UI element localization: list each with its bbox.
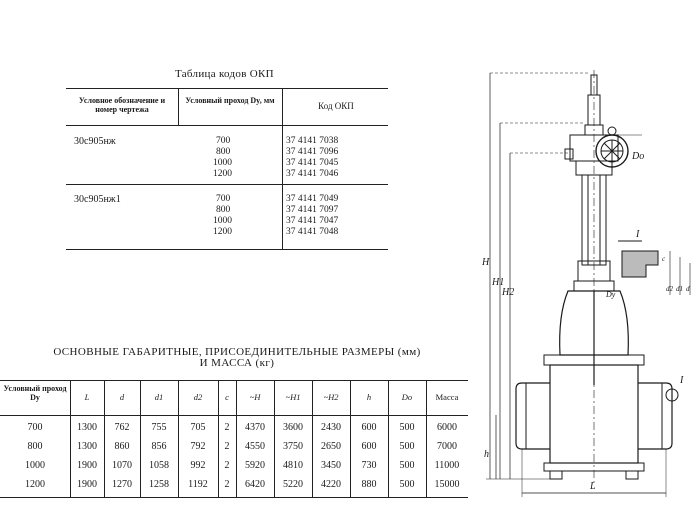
dim-cell: 762 bbox=[114, 422, 130, 433]
okp-code: 37 4141 7049 bbox=[286, 194, 339, 204]
okp-header-code: Код ОКП bbox=[318, 101, 354, 111]
okp-dn: 700 bbox=[216, 194, 231, 204]
dim-cell: 755 bbox=[151, 422, 167, 433]
dim-cell: 700 bbox=[27, 422, 43, 433]
okp-code: 37 4141 7047 bbox=[286, 216, 339, 226]
gearbox-lug bbox=[565, 149, 573, 159]
dim-cell: 600 bbox=[361, 441, 377, 452]
dim-cell: 3600 bbox=[283, 422, 303, 433]
dim-cell: 2 bbox=[224, 460, 230, 471]
okp-designation: 30с905нж bbox=[74, 136, 116, 147]
dim-header-c: c bbox=[225, 392, 229, 402]
dim-cell: 2 bbox=[224, 479, 230, 490]
okp-group-rule bbox=[66, 184, 388, 185]
okp-code: 37 4141 7045 bbox=[286, 158, 339, 168]
okp-dn: 1200 bbox=[213, 169, 232, 179]
okp-code: 37 4141 7046 bbox=[286, 169, 339, 179]
label-detail-I: I bbox=[636, 229, 640, 240]
dim-cell: 5220 bbox=[283, 479, 303, 490]
dim-cell: 11000 bbox=[434, 460, 460, 471]
okp-top-rule bbox=[66, 88, 388, 89]
dimensions-title-line2: И МАССА (кг) bbox=[199, 357, 275, 369]
dim-cell: 15000 bbox=[434, 479, 460, 490]
dim-cell: 3750 bbox=[283, 441, 303, 452]
dim-cell: 1300 bbox=[77, 422, 97, 433]
okp-dn: 1000 bbox=[213, 216, 232, 226]
dim-cell: 6420 bbox=[245, 479, 265, 490]
okp-header-dn: Условный проход Dy, мм bbox=[185, 96, 275, 105]
label-H1: H1 bbox=[492, 277, 505, 288]
dim-header-H: ~H bbox=[249, 392, 261, 402]
okp-dn: 800 bbox=[216, 147, 231, 157]
pipe-end-left bbox=[516, 383, 550, 449]
dim-cell: 7000 bbox=[437, 441, 457, 452]
dim-cell: 2 bbox=[224, 441, 230, 452]
dim-cell: 1270 bbox=[112, 479, 132, 490]
dim-cell: 1900 bbox=[77, 479, 97, 490]
dim-header-h: h bbox=[366, 392, 372, 402]
dim-header-d: d bbox=[119, 392, 125, 402]
dim-cell: 2430 bbox=[321, 422, 341, 433]
dim-cell: 860 bbox=[114, 441, 130, 452]
dim-header-d1: d1 bbox=[154, 392, 164, 402]
dim-cell: 4550 bbox=[245, 441, 265, 452]
foot-right bbox=[626, 471, 638, 479]
dim-cell: 3450 bbox=[321, 460, 341, 471]
dim-cell: 856 bbox=[151, 441, 167, 452]
label-detail-I-side: I bbox=[680, 375, 684, 386]
dim-header-mass: Масса bbox=[435, 392, 459, 402]
okp-bottom-rule bbox=[66, 249, 388, 250]
label-c: c bbox=[662, 255, 666, 263]
okp-table-title: Таблица кодов ОКП bbox=[175, 68, 274, 80]
okp-dn: 800 bbox=[216, 205, 231, 215]
dim-header-d2: d2 bbox=[193, 392, 203, 402]
okp-code: 37 4141 7038 bbox=[286, 136, 339, 146]
okp-dn: 700 bbox=[216, 136, 231, 146]
dim-cell: 500 bbox=[399, 422, 415, 433]
okp-col-sep bbox=[178, 88, 179, 125]
dimensions-title-line1: ОСНОВНЫЕ ГАБАРИТНЫЕ, ПРИСОЕДИНИТЕЛЬНЫЕ РАЗМЕРЫ (мм) bbox=[53, 346, 421, 358]
dim-bottom-rule bbox=[0, 497, 468, 498]
dim-cell: 2 bbox=[224, 422, 230, 433]
dim-cell: 600 bbox=[361, 422, 377, 433]
label-d2: d2 bbox=[666, 285, 673, 293]
detail-flange-section bbox=[622, 251, 658, 277]
label-H: H bbox=[482, 257, 490, 268]
dim-cell: 5920 bbox=[245, 460, 265, 471]
dim-header-H1: ~H1 bbox=[285, 392, 301, 402]
dim-cell: 500 bbox=[399, 460, 415, 471]
dim-cell: 800 bbox=[27, 441, 43, 452]
label-h: h bbox=[484, 449, 489, 460]
dim-cell: 1058 bbox=[149, 460, 169, 471]
dim-cell: 2650 bbox=[321, 441, 341, 452]
label-d1: d1 bbox=[676, 285, 683, 293]
dim-cell: 1200 bbox=[25, 479, 45, 490]
okp-code: 37 4141 7048 bbox=[286, 227, 339, 237]
dim-cell: 992 bbox=[190, 460, 206, 471]
label-L: L bbox=[590, 481, 596, 492]
foot-left bbox=[550, 471, 562, 479]
okp-dn: 1200 bbox=[213, 227, 232, 237]
dim-cell: 4220 bbox=[321, 479, 341, 490]
dim-cell: 1070 bbox=[112, 460, 132, 471]
dim-header-dn: Условный проход Dy bbox=[3, 384, 67, 402]
okp-dn: 1000 bbox=[213, 158, 232, 168]
label-Do: Do bbox=[632, 151, 645, 162]
dim-cell: 1192 bbox=[188, 479, 208, 490]
dim-cell: 1300 bbox=[77, 441, 97, 452]
okp-code: 37 4141 7097 bbox=[286, 205, 339, 215]
dim-header-H2: ~H2 bbox=[323, 392, 339, 402]
dimensions-table-title bbox=[22, 347, 452, 369]
dim-cell: 1900 bbox=[77, 460, 97, 471]
dim-cell: 730 bbox=[361, 460, 377, 471]
dim-cell: 792 bbox=[190, 441, 206, 452]
okp-col-sep bbox=[282, 88, 283, 249]
dim-cell: 4370 bbox=[245, 422, 265, 433]
okp-header-designation: Условное обозначение и номер чертежа bbox=[78, 96, 166, 114]
label-Dy: Dy bbox=[606, 290, 616, 299]
okp-header-rule bbox=[66, 125, 388, 126]
gate-valve-drawing bbox=[470, 65, 700, 505]
label-d: d bbox=[686, 285, 690, 293]
dim-cell: 1000 bbox=[25, 460, 45, 471]
dim-cell: 500 bbox=[399, 479, 415, 490]
dim-cell: 1258 bbox=[149, 479, 169, 490]
dim-cell: 6000 bbox=[437, 422, 457, 433]
handwheel-knob bbox=[608, 127, 616, 135]
dim-cell: 880 bbox=[361, 479, 377, 490]
okp-code: 37 4141 7096 bbox=[286, 147, 339, 157]
dim-cell: 705 bbox=[190, 422, 206, 433]
dim-cell: 4810 bbox=[283, 460, 303, 471]
okp-designation: 30с905нж1 bbox=[74, 194, 121, 205]
dim-header-Do: Do bbox=[401, 392, 413, 402]
dim-header-L: L bbox=[84, 392, 90, 402]
dim-cell: 500 bbox=[399, 441, 415, 452]
label-H2: H2 bbox=[502, 287, 515, 298]
